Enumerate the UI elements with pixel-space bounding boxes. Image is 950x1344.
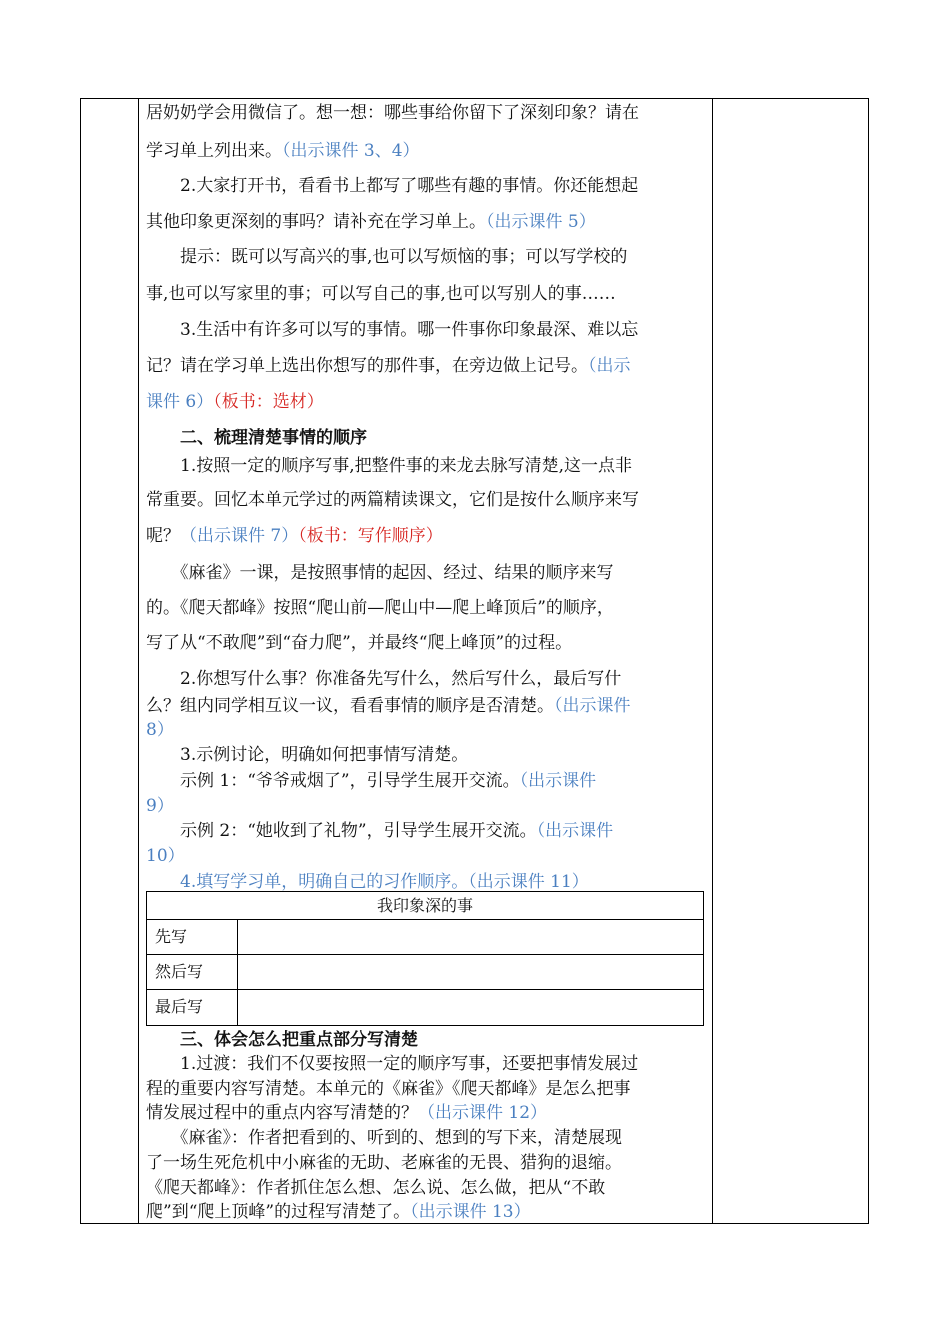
text-line-main: 的。《爬天都峰》按照“爬山前—爬山中—爬上峰顶后”的顺序， bbox=[146, 598, 614, 618]
text-line bbox=[146, 1053, 638, 1075]
text-line bbox=[146, 1127, 622, 1149]
text-line bbox=[146, 140, 420, 162]
text-line bbox=[146, 525, 443, 547]
table-right-border bbox=[868, 98, 869, 1224]
worksheet-row-label: 然后写 bbox=[155, 962, 204, 981]
text-line bbox=[146, 102, 639, 124]
text-line bbox=[146, 211, 596, 233]
text-line-main: 3.生活中有许多可以写的事情。哪一件事你印象最深、难以忘 bbox=[146, 320, 639, 340]
text-line-main: 10） bbox=[146, 846, 185, 866]
text-line bbox=[146, 744, 468, 766]
text-line-main: 《麻雀》一课，是按照事情的起因、经过、结果的顺序来写 bbox=[146, 563, 614, 583]
text-line bbox=[146, 319, 638, 341]
table-left-border bbox=[80, 98, 81, 1224]
worksheet-row bbox=[147, 955, 703, 990]
text-line bbox=[146, 1078, 631, 1100]
text-line bbox=[146, 1177, 605, 1199]
text-line-main: 8） bbox=[146, 720, 174, 740]
text-line-annotation: （板书：选材） bbox=[213, 392, 324, 412]
text-line bbox=[146, 1102, 547, 1124]
text-line bbox=[146, 597, 614, 619]
text-line-main: 1.按照一定的顺序写事,把整件事的来龙去脉写清楚,这一点非 bbox=[146, 456, 633, 476]
text-line-main: 示例 1：“爷爷戒烟了”，引导学生展开交流。 bbox=[146, 771, 520, 791]
table-bottom-border bbox=[80, 1223, 869, 1224]
text-line-annotation: （板书：写作顺序） bbox=[298, 526, 443, 546]
text-line bbox=[146, 283, 616, 305]
text-line-main: 示例 2：“她收到了礼物”，引导学生展开交流。 bbox=[146, 821, 537, 841]
text-line bbox=[146, 820, 613, 842]
text-line bbox=[146, 719, 174, 741]
worksheet-row bbox=[147, 920, 703, 955]
text-line-annotation: （出示课件 12） bbox=[418, 1103, 548, 1123]
table-col-divider-1 bbox=[138, 98, 139, 1224]
text-line bbox=[146, 1201, 531, 1223]
text-line-main: 2.你想写什么事？你准备先写什么，然后写什么，最后写什 bbox=[146, 669, 622, 689]
text-line bbox=[146, 562, 614, 584]
text-line-main: 么？组内同学相互议一议，看看事情的顺序是否清楚。 bbox=[146, 696, 554, 716]
text-line-main: 写了从“不敢爬”到“奋力爬”，并最终“爬上峰顶”的过程。 bbox=[146, 633, 573, 653]
text-line-main: 了一场生死危机中小麻雀的无助、老麻雀的无畏、猎狗的退缩。 bbox=[146, 1153, 622, 1173]
text-line-annotation: （出示课件 13） bbox=[410, 1202, 531, 1222]
text-line bbox=[146, 632, 572, 654]
text-line-annotation: （出示课件 7） bbox=[180, 526, 299, 546]
text-line bbox=[146, 770, 596, 792]
text-line-main: 1.过渡：我们不仅要按照一定的顺序写事，还要把事情发展过 bbox=[146, 1054, 639, 1074]
text-line-main: 居奶奶学会用微信了。想一想：哪些事给你留下了深刻印象？请在 bbox=[146, 103, 639, 123]
text-line bbox=[146, 1152, 622, 1174]
worksheet-table bbox=[146, 891, 704, 1026]
text-line-main: 《爬天都峰》：作者抓住怎么想、怎么说、怎么做，把从“不敢 bbox=[146, 1178, 606, 1198]
text-line-main: 常重要。回忆本单元学过的两篇精读课文，它们是按什么顺序来写 bbox=[146, 490, 639, 510]
text-line bbox=[146, 455, 632, 477]
text-line-annotation: （出示 bbox=[588, 356, 631, 376]
table-col-divider-2 bbox=[712, 98, 713, 1224]
text-line-annotation: （出示课件 bbox=[554, 696, 631, 716]
text-line bbox=[146, 175, 638, 197]
text-line bbox=[146, 489, 639, 511]
text-line-main: 3.示例讨论，明确如何把事情写清楚。 bbox=[146, 745, 469, 765]
text-line-main: 爬”到“爬上顶峰”的过程写清楚了。 bbox=[146, 1202, 411, 1222]
text-line bbox=[146, 871, 589, 893]
text-line-main: 情发展过程中的重点内容写清楚的？ bbox=[146, 1103, 418, 1123]
text-line-main: 学习单上列出来。 bbox=[146, 141, 282, 161]
worksheet-row-label: 最后写 bbox=[155, 997, 204, 1016]
text-line bbox=[146, 795, 174, 817]
worksheet-row bbox=[147, 990, 703, 1025]
text-line-main: 9） bbox=[146, 796, 174, 816]
worksheet-title: 我印象深的事 bbox=[147, 892, 703, 920]
text-line-annotation: （出示课件 bbox=[536, 821, 614, 841]
text-line-main: 4.填写学习单，明确自己的习作顺序。（出示课件 11） bbox=[146, 872, 589, 892]
text-line-main: 《麻雀》：作者把看到的、听到的、想到的写下来，清楚展现 bbox=[146, 1128, 622, 1148]
text-line bbox=[146, 668, 621, 690]
text-line-annotation: （出示课件 5） bbox=[486, 212, 596, 232]
text-line bbox=[146, 695, 631, 717]
text-line-main: 记？请在学习单上选出你想写的那件事，在旁边做上记号。 bbox=[146, 356, 588, 376]
text-line-main: 程的重要内容写清楚。本单元的《麻雀》《爬天都峰》是怎么把事 bbox=[146, 1079, 631, 1099]
text-line bbox=[146, 845, 185, 867]
text-line-main: 事,也可以写家里的事；可以写自己的事,也可以写别人的事…… bbox=[146, 284, 616, 304]
text-line-main: 2.大家打开书，看看书上都写了哪些有趣的事情。你还能想起 bbox=[146, 176, 639, 196]
text-line-main: 其他印象更深刻的事吗？请补充在学习单上。 bbox=[146, 212, 486, 232]
text-line bbox=[146, 1029, 418, 1051]
text-line-main: 课件 6） bbox=[146, 392, 214, 412]
text-line-main: 呢？ bbox=[146, 526, 180, 546]
text-line bbox=[146, 246, 627, 268]
text-line-annotation: （出示课件 3、4） bbox=[282, 141, 420, 161]
text-line-main: 二、梳理清楚事情的顺序 bbox=[146, 428, 367, 448]
text-line-annotation: （出示课件 bbox=[519, 771, 597, 791]
text-line-main: 三、体会怎么把重点部分写清楚 bbox=[146, 1030, 418, 1050]
text-line bbox=[146, 391, 324, 413]
text-line bbox=[146, 355, 631, 377]
text-line bbox=[146, 427, 367, 449]
worksheet-row-label: 先写 bbox=[155, 927, 188, 946]
text-line-main: 提示：既可以写高兴的事,也可以写烦恼的事；可以写学校的 bbox=[146, 247, 628, 267]
table-top-border bbox=[80, 98, 869, 99]
